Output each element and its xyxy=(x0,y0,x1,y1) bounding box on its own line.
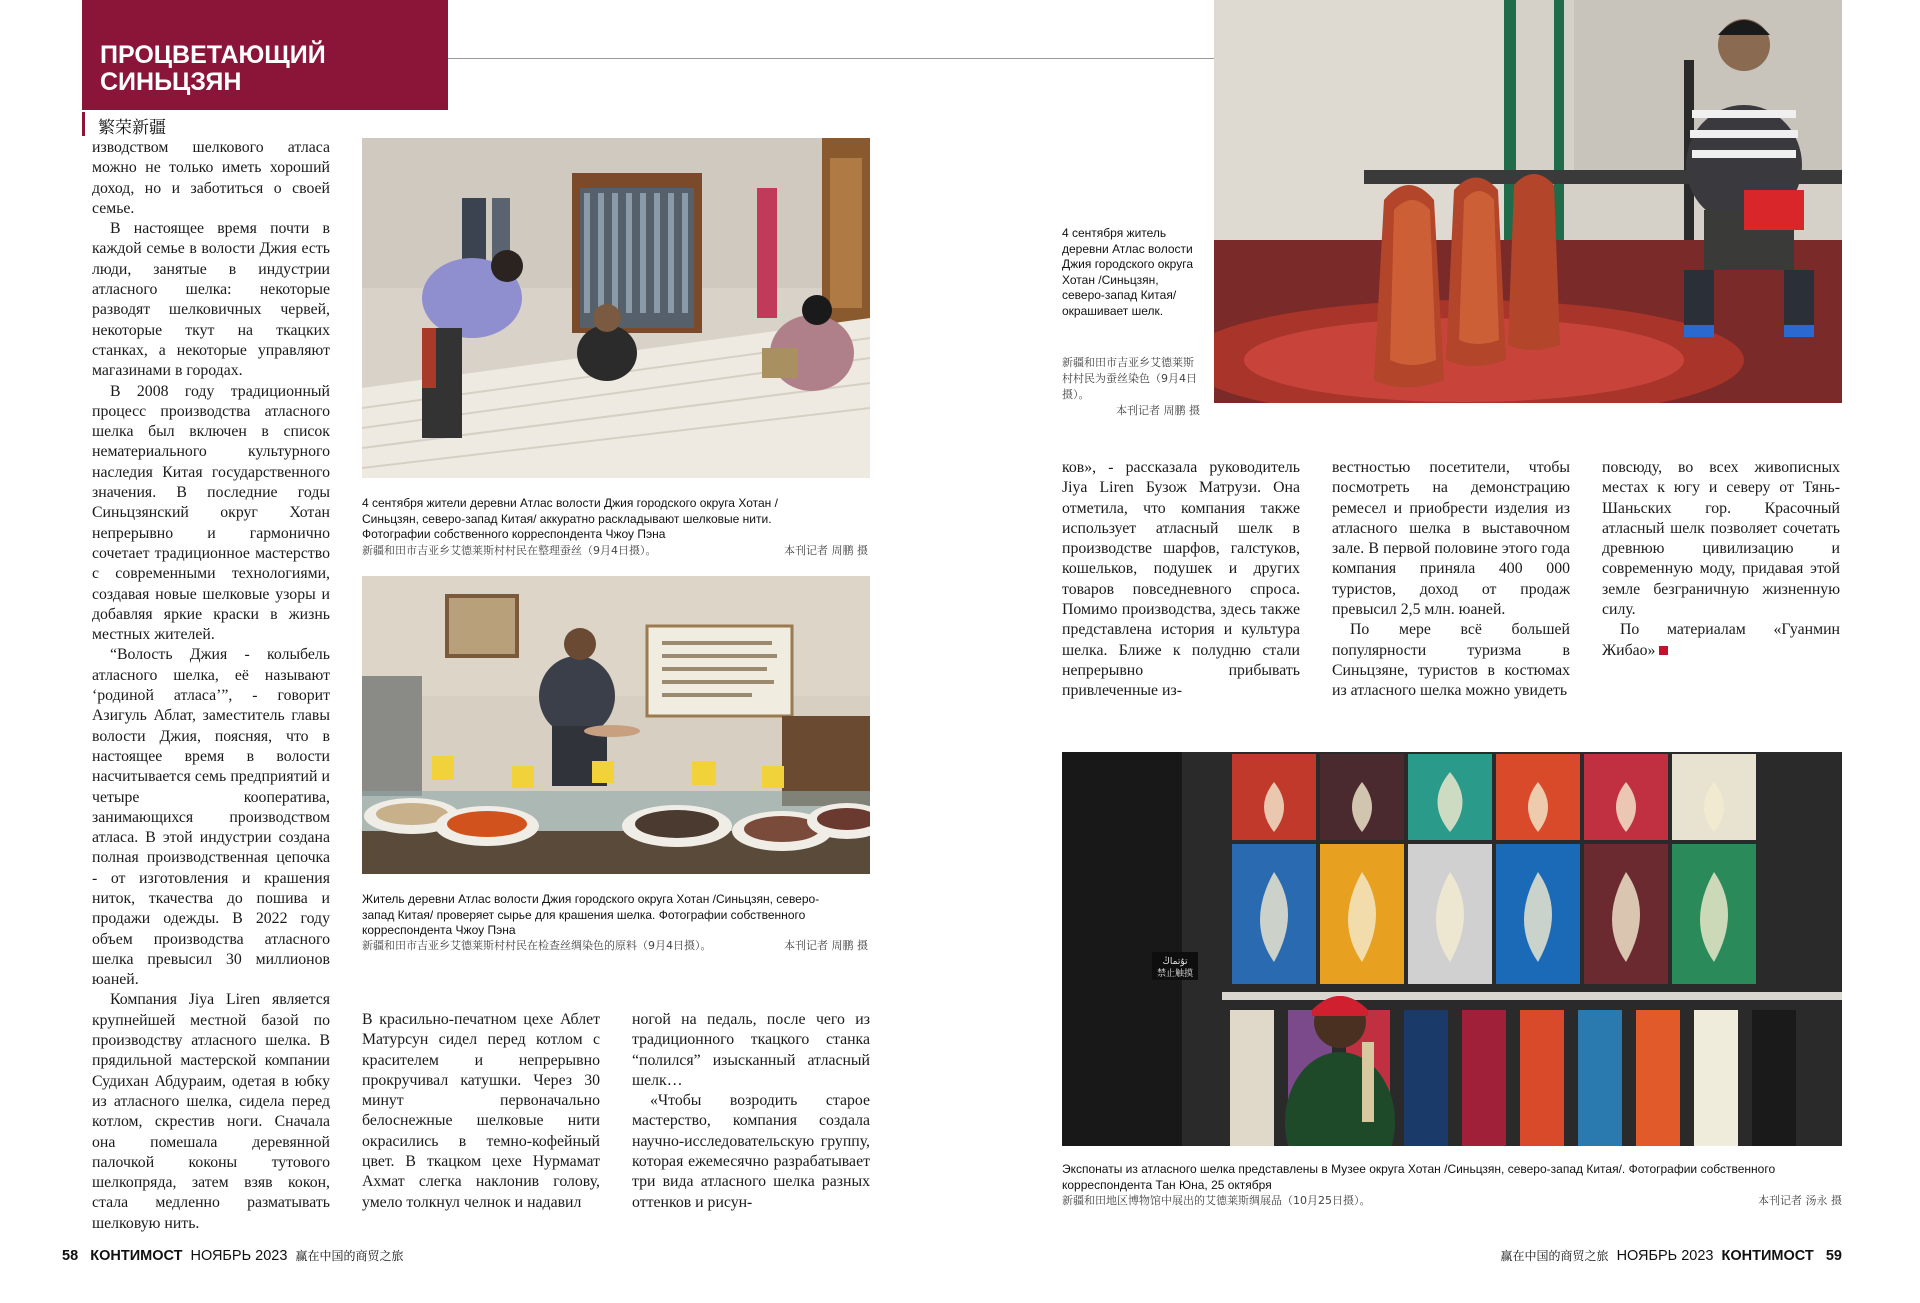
magazine-chinese-name: 赢在中国的商贸之旅 xyxy=(295,1249,404,1263)
photo-caption: 4 сентября житель деревни Атлас волости Джия городского округа Хотан /Синьцзян, северо-запад Китая/ окрашивает шелк. xyxy=(1062,226,1193,318)
caption-chinese-text: 新疆和田市吉亚乡艾德莱斯村村民在检查丝绸染色的原料（9月4日摄）。 xyxy=(362,939,712,952)
photo-silk-threads xyxy=(362,138,870,478)
photo-credit: 本刊记者 周鹏 摄 xyxy=(1116,404,1200,417)
paragraph: В 2008 году традиционный процесс производства атласного шелка был включен в список нематериального культурного наследия Китая государственного значения. В последние годы Синьцзянский округ Хотан непрерывно и гармонично сочетает традиционное мастерство с современными технологиями, создавая новые шелковые узоры и добавляя яркие краски в жизнь местных жителей. xyxy=(92,382,330,644)
page-number-right: 59 xyxy=(1825,1248,1842,1264)
magazine-chinese-name: 赢在中国的商贸之旅 xyxy=(1500,1249,1609,1263)
text-column-6 xyxy=(1602,458,1840,661)
caption-chinese-text: 新疆和田地区博物馆中展出的艾德莱斯绸展品（10月25日摄）。 xyxy=(1062,1194,1371,1207)
paragraph: В настоящее время почти в каждой семье в волости Джия есть люди, занятые в индустрии атласного шелка: некоторые разводят шелковичных червей, некоторые ткут на ткацких станках, а некоторые управляют магазинами в городах. xyxy=(92,220,330,380)
text-column-3 xyxy=(632,1010,870,1213)
photo-caption-chinese xyxy=(1062,1193,1842,1209)
photo-caption-chinese xyxy=(1062,355,1200,419)
photo-caption: Житель деревни Атлас волости Джия городского округа Хотан /Синьцзян, северо-запад Китая/ проверяет сырье для крашения шелка. Фотографии собственного корреспондента Чжоу Пэна xyxy=(362,892,820,937)
article-source: По материалам «Гуанмин Жибао» xyxy=(1602,621,1840,659)
photo-caption: 4 сентября жители деревни Атлас волости Джия городского округа Хотан /Синьцзян, северо-запад Китая/ аккуратно раскладывают шелковые нити. Фотографии собственного корреспондента Чжоу Пэна xyxy=(362,496,778,541)
museum-sign-chinese: 禁止触摸 xyxy=(1156,969,1194,979)
subtitle-bar xyxy=(82,112,85,136)
caption-chinese-text: 新疆和田市吉亚乡艾德莱斯村村民在整理蚕丝（9月4日摄）。 xyxy=(362,544,657,557)
museum-sign-uyghur: تۇتماڭ xyxy=(1162,957,1188,967)
issue-date: НОЯБРЬ 2023 xyxy=(190,1248,288,1264)
paragraph: В красильно-печатном цехе Аблет Матурсун сидел перед котлом с красителем и непрерывно прокручивал катушки. Через 30 минут первоначально белоснежные шелковые нити окрасились в темно-кофейный цвет. В ткацком цехе Нурмамат Ахмат слегка наклонив голову, умело толкнул челнок и надавил xyxy=(362,1011,600,1211)
paragraph: Компания Jiya Liren является крупнейшей местной базой по производству атласного шелка. В прядильной мастерской компании Судихан Абдураим, одетая в юбку из атласного шелка, сидела перед котлом, скрестив ноги. Сначала она помешала деревянной палочкой коконы тутового шелкопряда, затем взяв кокон, стала медленно разматывать шелковую нить. xyxy=(92,991,330,1232)
paragraph: ногой на педаль, после чего из традиционного ткацкого станка “полился” изысканный атласный шелк… xyxy=(632,1011,870,1089)
magazine-brand: КОНТИМОСТ xyxy=(1721,1248,1814,1264)
section-subtitle: 繁荣新疆 xyxy=(98,118,166,138)
photo-credit: 本刊记者 汤永 摄 xyxy=(1758,1194,1842,1207)
paragraph: повсюду, во всех живописных местах к югу и северу от Тянь-Шаньских гор. Красочный атласный шелк позволяет сочетать древнюю цивилизацию и современную моду, придавая этой земле безграничную жизненную силу. xyxy=(1602,459,1840,619)
paragraph: «Чтобы возродить старое мастерство, компания создала научно-исследовательскую группу, которая ежемесячно разрабатывает три вида атласного шелка разных оттенков и рисун- xyxy=(632,1092,870,1211)
text-column-1 xyxy=(92,138,330,1234)
paragraph: “Волость Джия - колыбель атласного шелка, её называют ‘родиной атласа’”, - говорит Азигуль Аблат, заместитель главы волости Джия, поясняя, что в настоящее время в волости насчитывается семь предприятий и четыре кооператива, занимающихся производством атласа. В этой индустрии создана полная производственная цепочка - от изготовления и крашения ниток, ткачества до пошива и продажи одежды. В 2022 году объем производства атласного шелка превысил 30 миллионов юаней. xyxy=(92,646,330,989)
paragraph xyxy=(1602,620,1840,661)
page-number-left: 58 xyxy=(62,1248,79,1264)
magazine-brand: КОНТИМОСТ xyxy=(90,1248,183,1264)
section-title: ПРОЦВЕТАЮЩИЙ СИНЬЦЗЯН xyxy=(100,41,326,96)
text-column-5 xyxy=(1332,458,1570,702)
photo-credit: 本刊记者 周鹏 摄 xyxy=(784,939,868,952)
issue-date: НОЯБРЬ 2023 xyxy=(1616,1248,1714,1264)
text-column-4 xyxy=(1062,458,1300,702)
photo-credit: 本刊记者 周鹏 摄 xyxy=(784,544,868,557)
header-rule xyxy=(448,58,1214,59)
photo-silk-dyeing xyxy=(1214,0,1842,403)
footer-right xyxy=(1501,1247,1843,1264)
photo-caption-chinese xyxy=(362,543,868,559)
text-column-2 xyxy=(362,1010,600,1213)
photo-museum-exhibits xyxy=(1062,752,1842,1146)
footer-left xyxy=(62,1247,404,1264)
paragraph: По мере всё большей популярности туризма в Синьцзяне, туристов в костюмах из атласного шелка можно увидеть xyxy=(1332,621,1570,700)
paragraph: изводством шелкового атласа можно не только иметь хороший доход, но и заботиться о своей семье. xyxy=(92,139,330,217)
end-mark-icon xyxy=(1659,646,1668,655)
paragraph: вестностью посетители, чтобы посмотреть на демонстрацию ремесел и приобрести изделия из атласного шелка в выставочном зале. В первой половине этого года компания приняла 400 000 туристов, доход от продаж превысил 2,5 млн. юаней. xyxy=(1332,459,1570,619)
photo-caption-chinese xyxy=(362,938,868,954)
caption-chinese-text: 新疆和田市吉亚乡艾德莱斯村村民为蚕丝染色（9月4日摄）。 xyxy=(1062,356,1197,401)
photo-caption: Экспонаты из атласного шелка представлены в Музее округа Хотан /Синьцзян, северо-запад Китая/. Фотографии собственного корреспондента Тан Юна, 25 октября xyxy=(1062,1162,1776,1192)
photo-dye-materials xyxy=(362,576,870,874)
paragraph: ков», - рассказала руководитель Jiya Liren Бузож Матрузи. Она отметила, что компания также использует атласный шелк в производстве шарфов, галстуков, кошельков, подушек и других товаров повседневного спроса. Помимо производства, здесь также представлена история и культура шелка. Ближе к полудню стали непрерывно прибывать привлеченные из- xyxy=(1062,459,1300,700)
